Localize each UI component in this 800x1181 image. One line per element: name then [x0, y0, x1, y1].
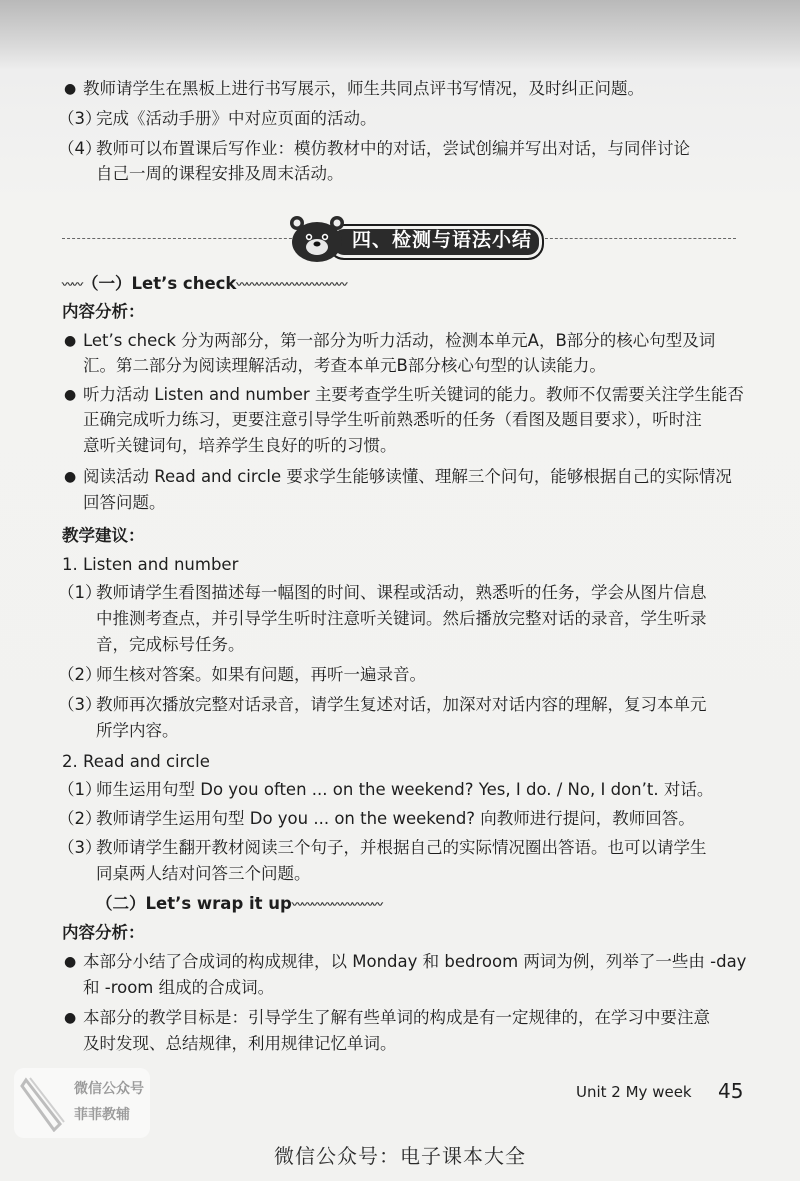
content-analysis-label: 内容分析：: [62, 923, 145, 942]
part-heading: （二）Let’s wrap it up〰〰〰〰〰〰〰〰〰: [96, 893, 382, 916]
text-line: 中推测考查点，并引导学生听时注意听关键词。然后播放完整对话的录音，学生听录: [96, 609, 707, 628]
bear-mascot-icon: [288, 214, 346, 264]
bullet-icon: ●: [64, 81, 77, 97]
section-title: 四、检测与语法小结: [352, 229, 533, 251]
text-line: 意听关键词句，培养学生良好的听的习惯。: [83, 436, 397, 455]
text-line: 教师再次播放完整对话录音，请学生复述对话，加深对对话内容的理解，复习本单元: [96, 695, 707, 714]
item-number: （3）: [58, 838, 102, 857]
watermark-stamp: [14, 1068, 150, 1138]
page-number: 45: [718, 1079, 744, 1103]
item-number: （1）: [58, 583, 102, 602]
part-heading: 〰〰（一）Let’s check〰〰〰〰〰〰〰〰〰〰〰: [62, 273, 346, 296]
bullet-icon: ●: [64, 1010, 77, 1026]
pencil-watermark-icon: [20, 1074, 66, 1132]
bullet-icon: ●: [64, 954, 77, 970]
teaching-suggestion-label: 教学建议：: [62, 526, 145, 545]
text-line: 师生核对答案。如果有问题，再听一遍录音。: [96, 665, 426, 684]
text-line: 听力活动 Listen and number 主要考查学生听关键词的能力。教师不仅需要关注学生能否: [83, 385, 744, 404]
text-line: 教师请学生看图描述每一幅图的时间、课程或活动，熟悉听的任务，学会从图片信息: [96, 583, 707, 602]
text-line: 师生运用句型 Do you often ... on the weekend? Yes, I do. / No, I don’t. 对话。: [96, 780, 714, 799]
text-line: 教师请学生翻开教材阅读三个句子，并根据自己的实际情况圈出答语。也可以请学生: [96, 838, 707, 857]
text-line: 回答问题。: [83, 493, 166, 512]
content-analysis-label: 内容分析：: [62, 302, 145, 321]
text-line: 自己一周的课程安排及周末活动。: [96, 164, 344, 183]
text-line: 教师请学生在黑板上进行书写展示，师生共同点评书写情况，及时纠正问题。: [83, 79, 644, 98]
text-line: 阅读活动 Read and circle 要求学生能够读懂、理解三个问句，能够根据自己的实际情况: [83, 467, 732, 486]
bullet-icon: ●: [64, 333, 77, 349]
subsection-title: 1. Listen and number: [62, 555, 239, 574]
text-line: 和 -room 组成的合成词。: [83, 978, 275, 997]
item-number: （4）: [58, 139, 102, 158]
section-divider: [540, 238, 736, 239]
section-divider: [62, 238, 302, 239]
bullet-icon: ●: [64, 469, 77, 485]
text-line: 教师可以布置课后写作业：模仿教材中的对话，尝试创编并写出对话，与同伴讨论: [96, 139, 690, 158]
text-line: 教师请学生运用句型 Do you ... on the weekend? 向教师进行提问，教师回答。: [96, 809, 695, 828]
watermark-stamp-line: 微信公众号: [74, 1081, 144, 1097]
text-line: 本部分小结了合成词的构成规律，以 Monday 和 bedroom 两词为例，列举了一些由 -day: [83, 952, 747, 971]
wave-decoration-icon: 〰〰〰〰〰〰〰〰〰〰〰: [236, 277, 347, 291]
text-line: 本部分的教学目标是：引导学生了解有些单词的构成是有一定规律的，在学习中要注意: [83, 1008, 710, 1027]
footer-unit-label: Unit 2 My week: [576, 1083, 692, 1101]
section-banner: [288, 214, 540, 260]
subsection-title: 2. Read and circle: [62, 752, 210, 771]
wave-decoration-icon: 〰〰〰〰〰〰〰〰〰: [291, 897, 382, 911]
text-line: Let’s check 分为两部分，第一部分为听力活动，检测本单元A，B部分的核心句型及词: [83, 331, 716, 350]
item-number: （3）: [58, 109, 102, 128]
watermark-text: 微信公众号：电子课本大全: [274, 1144, 526, 1168]
item-number: （1）: [58, 780, 102, 799]
item-number: （3）: [58, 695, 102, 714]
watermark-stamp-line: 菲菲教辅: [74, 1107, 130, 1123]
text-line: 同桌两人结对问答三个问题。: [96, 864, 311, 883]
item-number: （2）: [58, 809, 102, 828]
text-line: 汇。第二部分为阅读理解活动，考查本单元B部分核心句型的认读能力。: [83, 356, 606, 375]
item-number: （2）: [58, 665, 102, 684]
wave-decoration-icon: 〰〰: [62, 277, 82, 291]
text-line: 及时发现、总结规律，利用规律记忆单词。: [83, 1034, 397, 1053]
text-line: 完成《活动手册》中对应页面的活动。: [96, 109, 377, 128]
text-line: 正确完成听力练习，更要注意引导学生听前熟悉听的任务（看图及题目要求），听时注: [83, 410, 702, 429]
text-line: 音，完成标号任务。: [96, 635, 245, 654]
bullet-icon: ●: [64, 387, 77, 403]
text-line: 所学内容。: [96, 721, 179, 740]
